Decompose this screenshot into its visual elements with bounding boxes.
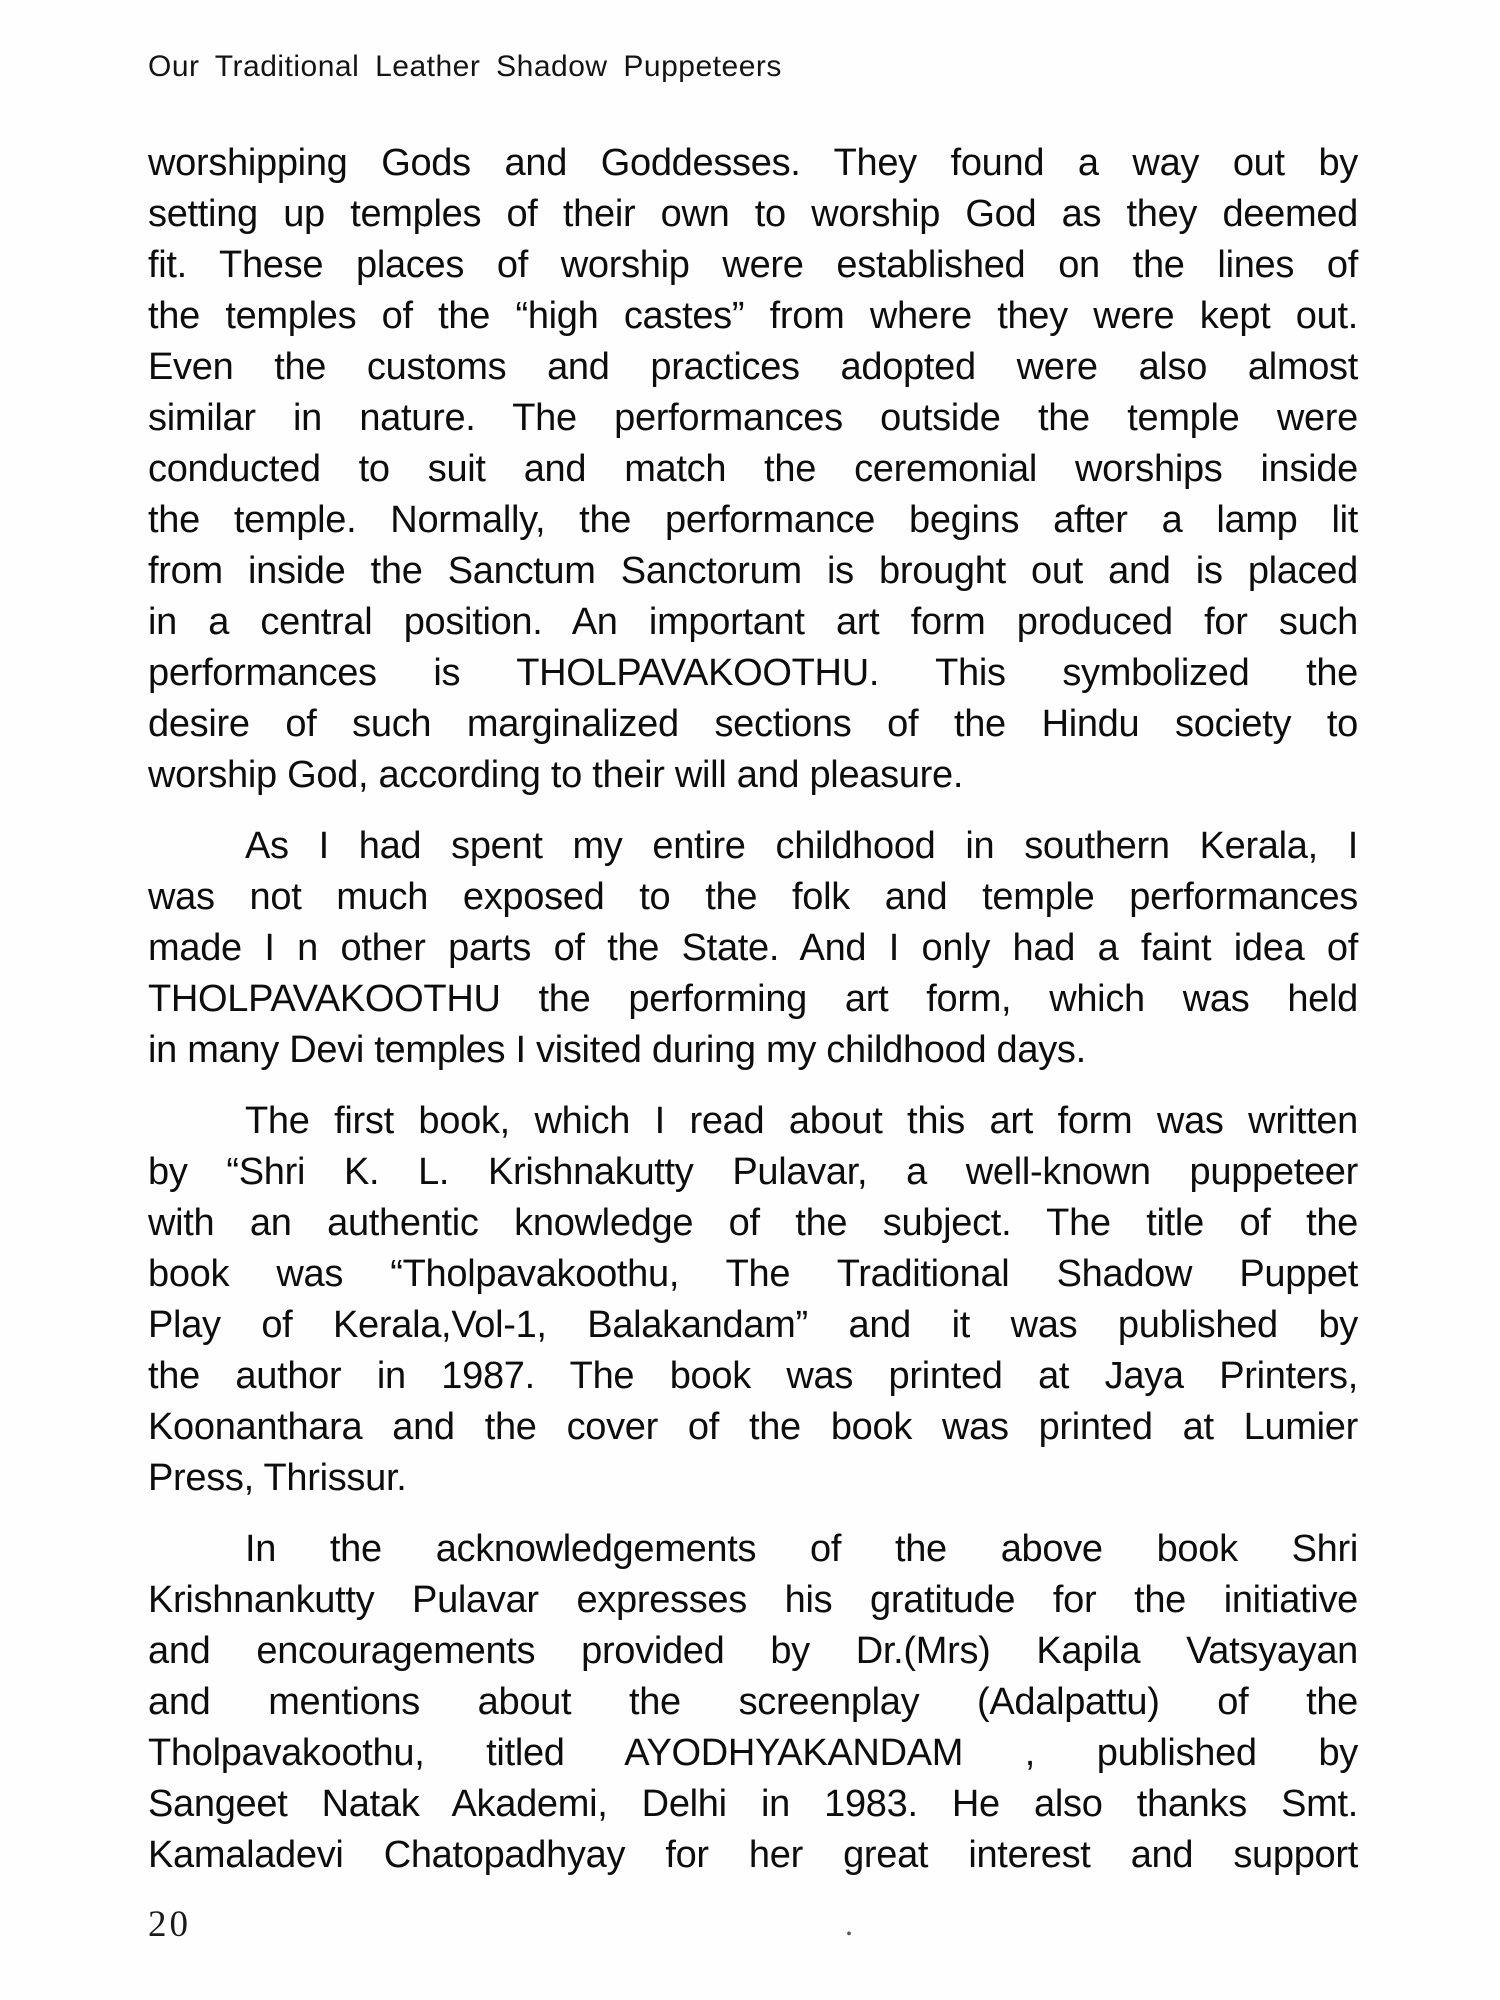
text-line: In the acknowledgements of the above book Shri: [245, 1528, 1358, 1570]
paragraph-4: [148, 1524, 1358, 1881]
text-line: with an authentic knowledge of the subject. The title of the: [148, 1202, 1358, 1244]
text-line: Krishnankutty Pulavar expresses his gratitude for the initiative: [148, 1579, 1358, 1621]
text-line: and encouragements provided by Dr.(Mrs) Kapila Vatsyayan: [148, 1630, 1358, 1672]
text-line: worshipping Gods and Goddesses. They found a way out by: [148, 142, 1358, 184]
text-line: Play of Kerala,Vol-1, Balakandam” and it was published by: [148, 1304, 1358, 1346]
text-line: Kamaladevi Chatopadhyay for her great interest and support: [148, 1834, 1358, 1876]
text-line: from inside the Sanctum Sanctorum is brought out and is placed: [148, 550, 1358, 592]
text-line: in many Devi temples I visited during my childhood days.: [148, 1029, 1086, 1071]
text-line: The first book, which I read about this art form was written: [245, 1100, 1358, 1142]
text-line: performances is THOLPAVAKOOTHU. This symbolized the: [148, 652, 1358, 694]
text-line: made I n other parts of the State. And I only had a faint idea of: [148, 927, 1358, 969]
text-line: Sangeet Natak Akademi, Delhi in 1983. He also thanks Smt.: [148, 1783, 1358, 1825]
text-line: Koonanthara and the cover of the book was printed at Lumier: [148, 1406, 1358, 1448]
page-number: 20: [148, 1904, 191, 1945]
text-line: As I had spent my entire childhood in southern Kerala, I: [245, 825, 1358, 867]
text-line: Even the customs and practices adopted were also almost: [148, 346, 1358, 388]
text-line: setting up temples of their own to worship God as they deemed: [148, 193, 1358, 235]
stray-dot-mark: .: [845, 1906, 853, 1942]
paragraph-3: [148, 1096, 1358, 1504]
text-line: the temples of the “high castes” from where they were kept out.: [148, 295, 1358, 337]
text-line: Press, Thrissur.: [148, 1457, 407, 1499]
text-line: the temple. Normally, the performance begins after a lamp lit: [148, 499, 1358, 541]
text-line: and mentions about the screenplay (Adalpattu) of the: [148, 1681, 1358, 1723]
text-line: in a central position. An important art form produced for such: [148, 601, 1358, 643]
text-line: the author in 1987. The book was printed at Jaya Printers,: [148, 1355, 1358, 1397]
running-head-title: Our Traditional Leather Shadow Puppeteers: [148, 50, 782, 83]
paragraph-2: [148, 821, 1358, 1076]
text-line: THOLPAVAKOOTHU the performing art form, which was held: [148, 978, 1358, 1020]
text-line: Tholpavakoothu, titled AYODHYAKANDAM , published by: [148, 1732, 1358, 1774]
paragraph-1: [148, 138, 1358, 801]
text-line: by “Shri K. L. Krishnakutty Pulavar, a well-known puppeteer: [148, 1151, 1358, 1193]
text-line: desire of such marginalized sections of the Hindu society to: [148, 703, 1358, 745]
text-line: conducted to suit and match the ceremonial worships inside: [148, 448, 1358, 490]
text-line: was not much exposed to the folk and temple performances: [148, 876, 1358, 918]
body-text: [148, 138, 1358, 1881]
text-line: book was “Tholpavakoothu, The Traditional Shadow Puppet: [148, 1253, 1358, 1295]
text-line: worship God, according to their will and pleasure.: [148, 754, 964, 796]
text-line: fit. These places of worship were established on the lines of: [148, 244, 1358, 286]
text-line: similar in nature. The performances outside the temple were: [148, 397, 1358, 439]
